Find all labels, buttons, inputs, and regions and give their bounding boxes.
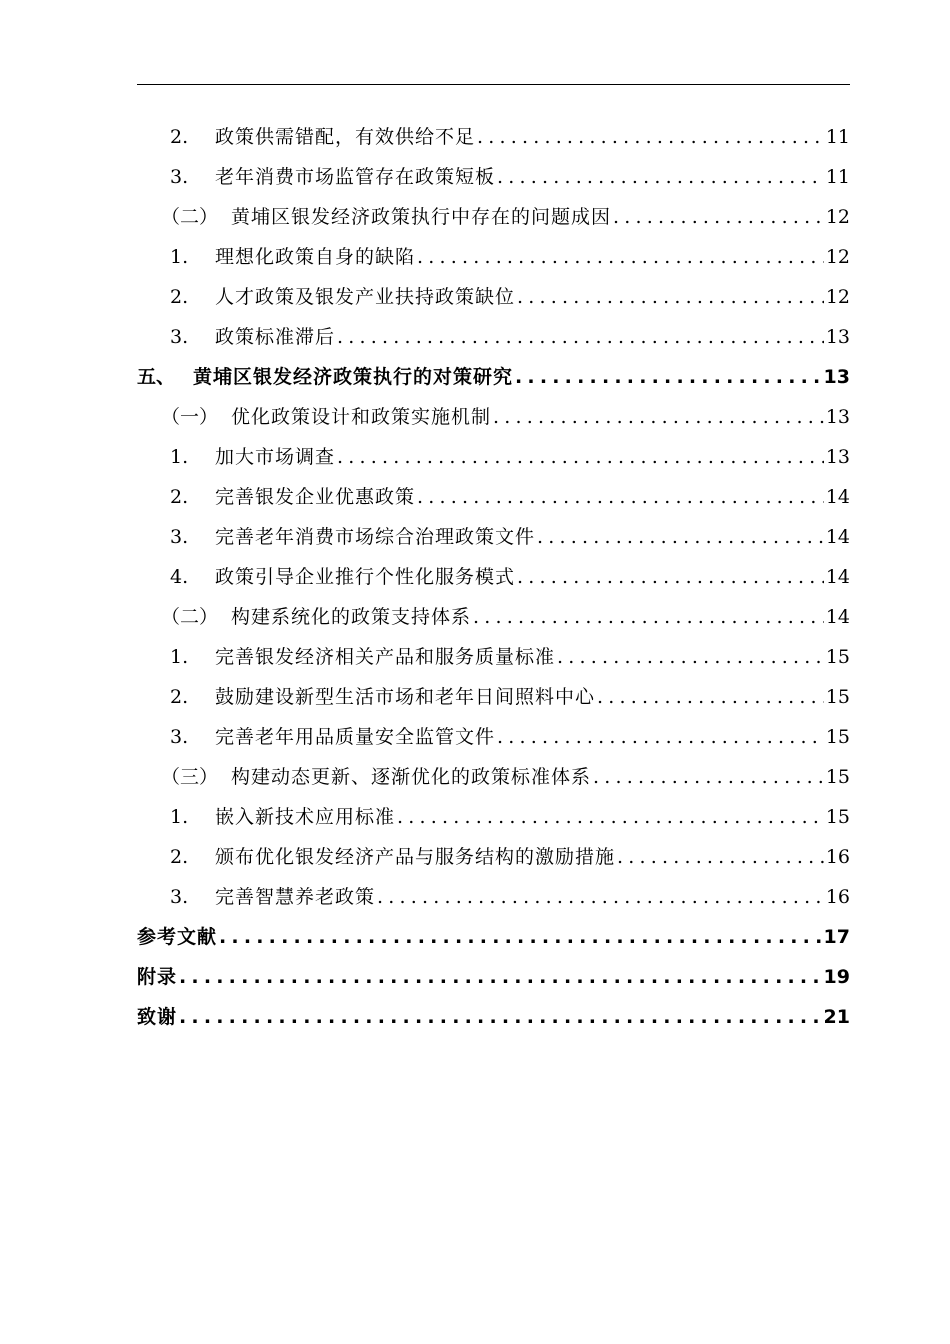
toc-entry[interactable] <box>137 517 850 557</box>
toc-entry-title: 政策引导企业推行个性化服务模式 <box>215 566 516 588</box>
toc-entry-number: 五、 <box>137 366 176 388</box>
toc-page-number: 16 <box>825 886 850 908</box>
toc-entry-title: 颁布优化银发经济产品与服务结构的激励措施 <box>215 846 616 868</box>
toc-dot-leader <box>593 757 824 797</box>
toc-entry-title: 完善智慧养老政策 <box>215 886 376 908</box>
toc-entry-number: （三） <box>161 766 219 788</box>
toc-page-number: 12 <box>825 286 850 308</box>
toc-entry[interactable] <box>137 637 850 677</box>
table-of-contents <box>137 117 850 1037</box>
toc-entry-title: 嵌入新技术应用标准 <box>215 806 396 828</box>
toc-entry[interactable] <box>137 477 850 517</box>
toc-entry-title: 加大市场调查 <box>215 446 336 468</box>
toc-entry-number: （二） <box>161 606 219 628</box>
toc-entry-title: 完善银发经济相关产品和服务质量标准 <box>215 646 556 668</box>
toc-entry[interactable] <box>137 237 850 277</box>
toc-entry-number: 3. <box>170 726 189 748</box>
toc-dot-leader <box>497 157 824 197</box>
toc-dot-leader <box>617 837 824 877</box>
toc-dot-leader <box>417 477 824 517</box>
toc-dot-leader <box>597 677 824 717</box>
toc-page-number: 14 <box>825 486 850 508</box>
toc-dot-leader <box>557 637 824 677</box>
toc-entry[interactable] <box>137 317 850 357</box>
toc-entry-number: 1. <box>170 246 189 268</box>
toc-entry-number: 2. <box>170 126 189 148</box>
toc-entry[interactable] <box>137 397 850 437</box>
toc-entry[interactable] <box>137 717 850 757</box>
toc-entry-number: 2. <box>170 846 189 868</box>
toc-entry-number: 1. <box>170 806 189 828</box>
toc-page-number: 13 <box>825 406 850 428</box>
toc-entry-number: 2. <box>170 486 189 508</box>
toc-page-number: 15 <box>825 646 850 668</box>
toc-page-number: 15 <box>825 766 850 788</box>
toc-dot-leader <box>517 557 824 597</box>
toc-page-number: 21 <box>823 1006 850 1028</box>
toc-entry-number: 4. <box>170 566 189 588</box>
toc-entry-title: 政策供需错配，有效供给不足 <box>215 126 476 148</box>
toc-page-number: 12 <box>825 246 850 268</box>
toc-dot-leader <box>613 197 824 237</box>
toc-entry-number: 3. <box>170 166 189 188</box>
toc-entry-title: 黄埔区银发经济政策执行的对策研究 <box>193 366 514 388</box>
toc-page-number: 14 <box>825 566 850 588</box>
toc-entry-title: 完善老年用品质量安全监管文件 <box>215 726 496 748</box>
toc-entry-title: 完善老年消费市场综合治理政策文件 <box>215 526 536 548</box>
toc-entry[interactable] <box>137 597 850 637</box>
toc-dot-leader <box>219 917 822 957</box>
toc-entry[interactable] <box>137 437 850 477</box>
toc-page-number: 15 <box>825 806 850 828</box>
toc-page-number: 13 <box>825 326 850 348</box>
toc-entry[interactable] <box>137 197 850 237</box>
toc-dot-leader <box>517 277 824 317</box>
toc-page-number: 17 <box>823 926 850 948</box>
toc-entry[interactable] <box>137 917 850 957</box>
toc-dot-leader <box>537 517 824 557</box>
toc-entry-number: 1. <box>170 646 189 668</box>
toc-entry-title: 理想化政策自身的缺陷 <box>215 246 416 268</box>
toc-page-number: 13 <box>823 366 850 388</box>
toc-page-number: 11 <box>825 166 850 188</box>
toc-entry-title: 老年消费市场监管存在政策短板 <box>215 166 496 188</box>
toc-dot-leader <box>417 237 824 277</box>
toc-dot-leader <box>515 357 822 397</box>
toc-dot-leader <box>497 717 824 757</box>
toc-page-number: 13 <box>825 446 850 468</box>
toc-page-number: 11 <box>825 126 850 148</box>
toc-entry-number: 2. <box>170 286 189 308</box>
toc-page-number: 19 <box>823 966 850 988</box>
toc-entry-title: 完善银发企业优惠政策 <box>215 486 416 508</box>
toc-entry-title: 附录 <box>137 966 178 988</box>
toc-dot-leader <box>179 997 822 1037</box>
toc-entry[interactable] <box>137 677 850 717</box>
toc-page-number: 16 <box>825 846 850 868</box>
toc-entry-title: 人才政策及银发产业扶持政策缺位 <box>215 286 516 308</box>
toc-entry[interactable] <box>137 877 850 917</box>
toc-entry-number: （一） <box>161 406 219 428</box>
toc-entry-title: 鼓励建设新型生活市场和老年日间照料中心 <box>215 686 596 708</box>
toc-dot-leader <box>337 317 824 357</box>
toc-page-number: 14 <box>825 606 850 628</box>
toc-entry-number: 3. <box>170 886 189 908</box>
toc-page-number: 14 <box>825 526 850 548</box>
toc-entry-number: 2. <box>170 686 189 708</box>
toc-dot-leader <box>493 397 824 437</box>
header-rule <box>137 84 850 85</box>
toc-dot-leader <box>179 957 822 997</box>
toc-page-number: 15 <box>825 726 850 748</box>
toc-page-number: 12 <box>825 206 850 228</box>
toc-entry-title: 政策标准滞后 <box>215 326 336 348</box>
toc-dot-leader <box>477 117 824 157</box>
toc-entry[interactable] <box>137 797 850 837</box>
toc-entry-title: 构建系统化的政策支持体系 <box>231 606 472 628</box>
toc-entry[interactable] <box>137 277 850 317</box>
toc-entry-title: 参考文献 <box>137 926 218 948</box>
toc-entry[interactable] <box>137 757 850 797</box>
toc-entry[interactable] <box>137 117 850 157</box>
toc-page-number: 15 <box>825 686 850 708</box>
toc-entry-number: 3. <box>170 326 189 348</box>
toc-dot-leader <box>377 877 824 917</box>
toc-entry-number: 3. <box>170 526 189 548</box>
toc-entry-number: 1. <box>170 446 189 468</box>
toc-entry[interactable] <box>137 957 850 997</box>
toc-entry-number: （二） <box>161 206 219 228</box>
toc-entry-title: 致谢 <box>137 1006 178 1028</box>
toc-entry-title: 优化政策设计和政策实施机制 <box>231 406 492 428</box>
toc-entry[interactable] <box>137 557 850 597</box>
toc-entry[interactable] <box>137 157 850 197</box>
toc-dot-leader <box>337 437 824 477</box>
toc-entry[interactable] <box>137 357 850 397</box>
toc-entry[interactable] <box>137 997 850 1037</box>
toc-entry-title: 黄埔区银发经济政策执行中存在的问题成因 <box>231 206 612 228</box>
toc-dot-leader <box>473 597 824 637</box>
toc-dot-leader <box>397 797 824 837</box>
toc-entry-title: 构建动态更新、逐渐优化的政策标准体系 <box>231 766 592 788</box>
toc-entry[interactable] <box>137 837 850 877</box>
